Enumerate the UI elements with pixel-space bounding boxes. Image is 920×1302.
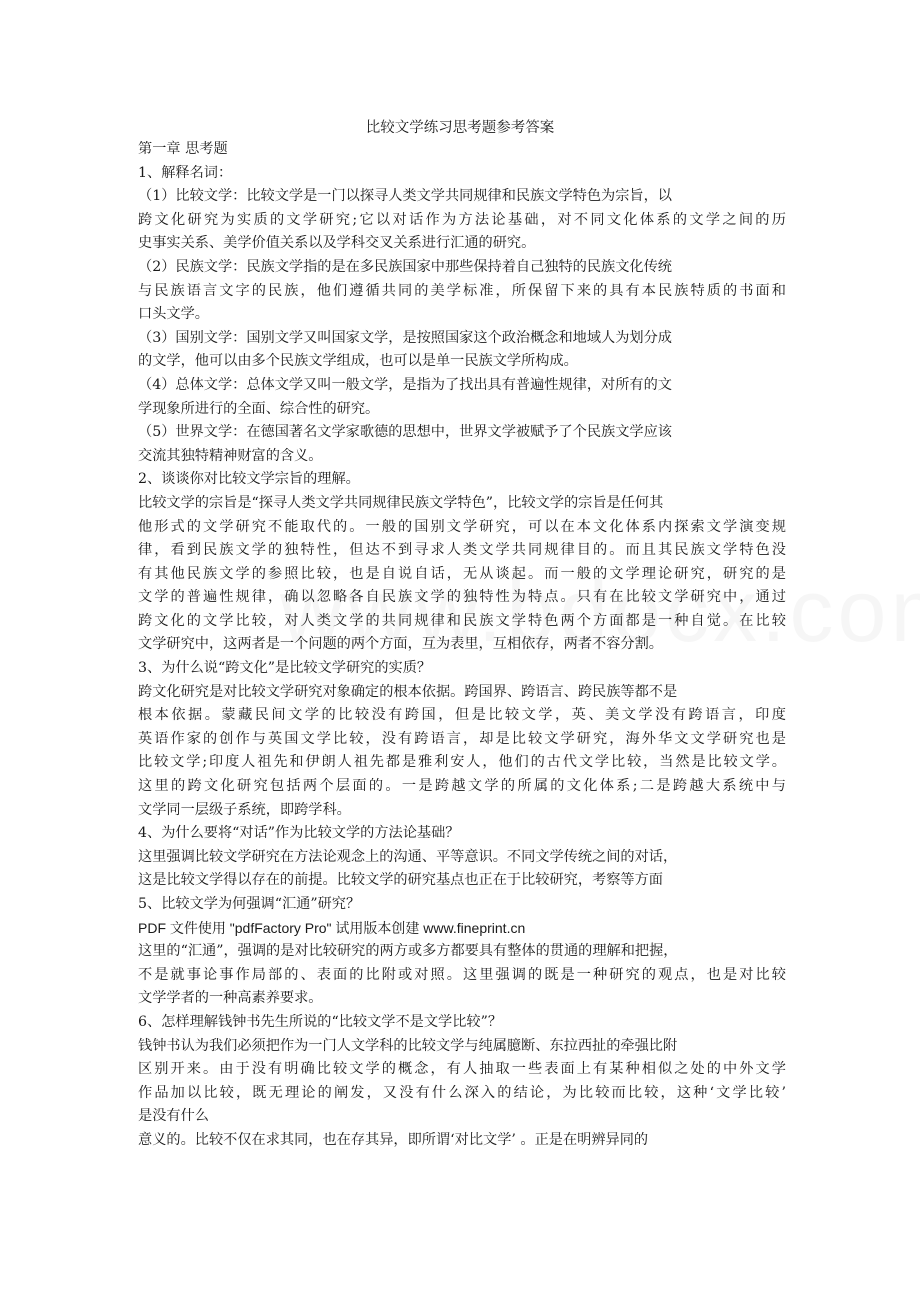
text-line: （2）民族文学：民族文学指的是在多民族国家中那些保持着自己独特的民族文化传统 — [138, 258, 672, 275]
text-line: 这里的跨文化研究包括两个层面的。一是跨越文学的所属的文化体系;二是跨越大系统中与 — [138, 778, 786, 795]
text-line: （5）世界文学：在德国著名文学家歌德的思想中，世界文学被赋予了个民族文学应该 — [138, 424, 672, 441]
text-line: 跨文化研究为实质的文学研究;它以对话作为方法论基础，对不同文化体系的文学之间的历 — [138, 211, 786, 228]
text-line: 与民族语言文字的民族，他们遵循共同的美学标准，所保留下来的具有本民族特质的书面和 — [138, 282, 786, 299]
text-line: 5、比较文学为何强调“汇通”研究？ — [138, 896, 361, 912]
text-line: 第一章 思考题 — [138, 141, 228, 157]
text-line: 跨文化研究是对比较文学研究对象确定的根本依据。跨国界、跨语言、跨民族等都不是 — [138, 683, 678, 700]
document-body — [138, 138, 786, 1153]
text-line: 文学同一层级子系统，即跨学科。 — [138, 801, 351, 818]
text-line: 有其他民族文学的参照比较，也是自说自话，无从谈起。而一般的文学理论研究，研究的是 — [138, 565, 786, 582]
text-line: 他形式的文学研究不能取代的。一般的国别文学研究，可以在本文化体系内探索文学演变规 — [138, 518, 786, 535]
text-line: （1）比较文学：比较文学是一门以探寻人类文学共同规律和民族文学特色为宗旨，以 — [138, 188, 672, 205]
text-line: 文学学者的一种高素养要求。 — [138, 990, 323, 1007]
text-line: 史事实关系、美学价值关系以及学科交叉关系进行汇通的研究。 — [138, 235, 536, 252]
text-line: 区别开来。由于没有明确比较文学的概念，有人抽取一些表面上有某种相似之处的中外文学 — [138, 1061, 786, 1078]
text-line: 3、为什么说“跨文化”是比较文学研究的实质？ — [138, 660, 432, 677]
text-line: 文学的普遍性规律，确以忽略各自民族文学的独特性为特点。只有在比较文学研究中，通过 — [138, 589, 786, 606]
text-line: 律，看到民族文学的独特性，但达不到寻求人类文学共同规律目的。而且其民族文学特色没 — [138, 542, 786, 559]
text-line: 口头文学。 — [138, 306, 209, 323]
text-line: 学现象所进行的全面、综合性的研究。 — [138, 400, 380, 417]
text-line: 1、解释名词： — [138, 164, 233, 181]
text-line: 2、谈谈你对比较文学宗旨的理解。 — [138, 471, 360, 488]
text-line: 不是就事论事作局部的、表面的比附或对照。这里强调的既是一种研究的观点，也是对比较 — [138, 966, 786, 983]
text-line: 6、怎样理解钱钟书先生所说的“比较文学不是文学比较”？ — [138, 1013, 503, 1030]
text-line: 跨文化的文学比较，对人类文学的共同规律和民族文学特色两个方面都是一种自觉。在比较 — [138, 612, 786, 629]
text-line: 意义的。比较不仅在求其同，也在存其异，即所谓‘对比文学’ 。正是在明辨异同的 — [138, 1131, 649, 1148]
text-line: 交流其独特精神财富的含义。 — [138, 447, 323, 464]
text-line: 根本依据。蒙藏民间文学的比较没有跨国，但是比较文学，英、美文学没有跨语言，印度 — [138, 707, 786, 724]
text-line: 4、为什么要将“对话”作为比较文学的方法论基础？ — [138, 825, 460, 842]
text-line: 是没有什么 — [138, 1108, 209, 1125]
text-line: （3）国别文学：国别文学又叫国家文学，是按照国家这个政治概念和地域人为划分成 — [138, 329, 672, 346]
text-line: 这是比较文学得以存在的前提。比较文学的研究基点也正在于比较研究，考察等方面 — [138, 872, 663, 889]
text-line: 作品加以比较，既无理论的阐发，又没有什么深入的结论，为比较而比较，这种‘文学比较’ — [138, 1084, 786, 1101]
text-line: 这里强调比较文学研究在方法论观念上的沟通、平等意识。不同文学传统之间的对话， — [138, 848, 678, 865]
text-line: 英语作家的创作与英国文学比较，没有跨语言，却是比较文学研究，海外华文文学研究也是 — [138, 730, 786, 747]
text-line: 文学研究中，这两者是一个问题的两个方面，互为表里，互相依存，两者不容分割。 — [138, 636, 663, 653]
text-line: 的文学，他可以由多个民族文学组成，也可以是单一民族文学所构成。 — [138, 353, 578, 370]
text-line: （4）总体文学：总体文学又叫一般文学，是指为了找出具有普遍性规律，对所有的文 — [138, 376, 672, 393]
text-line: 比较文学;印度人祖先和伊朗人祖先都是雅利安人，他们的古代文学比较，当然是比较文学。 — [138, 754, 786, 771]
document-title: 比较文学练习思考题参考答案 — [365, 120, 555, 136]
text-line: 钱钟书认为我们必须把作为一门人文学科的比较文学与纯属臆断、东拉西扯的牵强比附 — [138, 1037, 678, 1054]
text-line: 这里的“汇通”，强调的是对比较研究的两方或多方都要具有整体的贯通的理解和把握， — [138, 943, 678, 960]
text-line: PDF 文件使用 "pdfFactory Pro" 试用版本创建 www.fineprint.cn — [138, 919, 526, 936]
text-line: 比较文学的宗旨是“探寻人类文学共同规律民族文学特色”，比较文学的宗旨是任何其 — [138, 494, 664, 511]
